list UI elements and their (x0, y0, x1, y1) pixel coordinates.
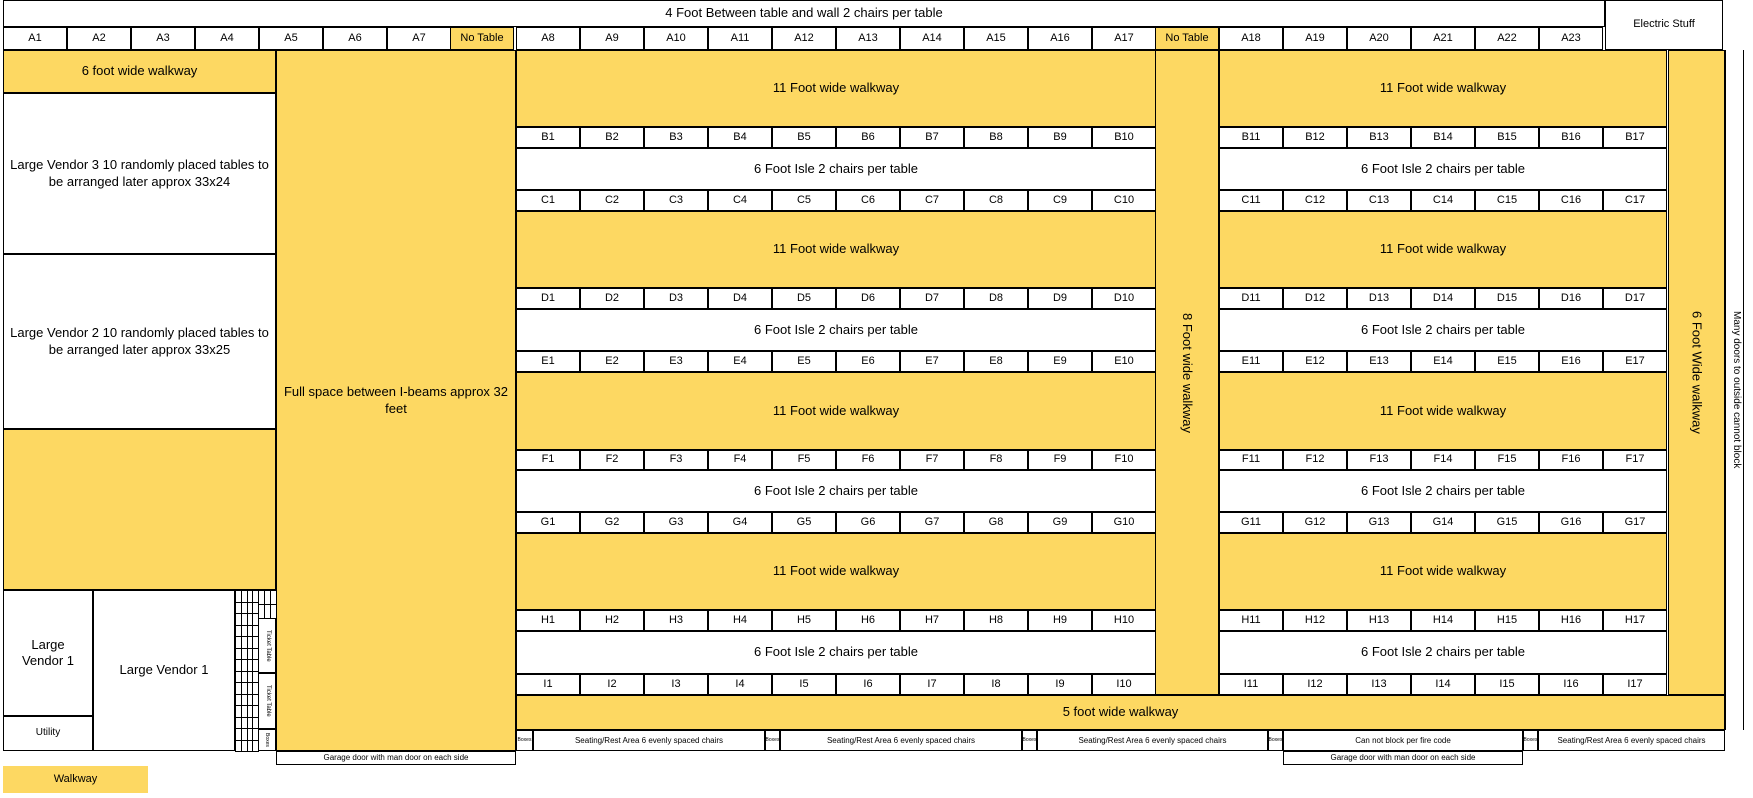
table-cell: A13 (836, 27, 900, 50)
full-space-ibeams: Full space between I-beams approx 32 feet (276, 50, 516, 751)
table-cell: H7 (900, 610, 964, 631)
table-cell: A9 (580, 27, 644, 50)
table-cell: E16 (1539, 351, 1603, 372)
seating-area-1: Seating/Rest Area 6 evenly spaced chairs (533, 730, 765, 751)
table-cell: F13 (1347, 450, 1411, 470)
table-cell: G12 (1283, 512, 1347, 533)
table-cell: D8 (964, 288, 1028, 309)
table-cell: D7 (900, 288, 964, 309)
table-cell: H14 (1411, 610, 1475, 631)
table-cell: A1 (3, 27, 67, 50)
table-cell: F9 (1028, 450, 1092, 470)
table-cell: G8 (964, 512, 1028, 533)
table-cell: A16 (1028, 27, 1092, 50)
table-cell: E9 (1028, 351, 1092, 372)
table-cell: B4 (708, 127, 772, 148)
table-cell: B11 (1219, 127, 1283, 148)
small-box-left: Boxes (258, 729, 276, 751)
table-cell: F2 (580, 450, 644, 470)
table-cell: I13 (1347, 674, 1411, 695)
table-cell: D10 (1092, 288, 1156, 309)
table-cell: G9 (1028, 512, 1092, 533)
table-cell: A23 (1539, 27, 1603, 50)
box-label-2: Boxes (1022, 737, 1037, 744)
table-cell: H15 (1475, 610, 1539, 631)
doors-note: Many doors to outside cannot block (1725, 50, 1745, 730)
table-cell: G13 (1347, 512, 1411, 533)
table-cell: B10 (1092, 127, 1156, 148)
table-cell: B15 (1475, 127, 1539, 148)
table-cell: G15 (1475, 512, 1539, 533)
table-cell: E14 (1411, 351, 1475, 372)
table-cell: A7 (387, 27, 451, 50)
electric-stuff-label: Electric Stuff (1605, 0, 1723, 50)
ticket-table-1: Ticket Table (258, 618, 276, 673)
table-cell: A17 (1092, 27, 1156, 50)
table-cell: A2 (67, 27, 131, 50)
table-cell: F16 (1539, 450, 1603, 470)
table-cell: F4 (708, 450, 772, 470)
table-cell: A21 (1411, 27, 1475, 50)
no-table-2: No Table (1155, 27, 1219, 50)
table-cell: H16 (1539, 610, 1603, 631)
table-cell: D13 (1347, 288, 1411, 309)
table-cell: E5 (772, 351, 836, 372)
table-cell: E3 (644, 351, 708, 372)
table-cell: H12 (1283, 610, 1347, 631)
table-cell: C5 (772, 190, 836, 211)
walkway-11ft: 11 Foot wide walkway (1219, 533, 1667, 610)
walkway-11ft: 11 Foot wide walkway (1219, 211, 1667, 288)
table-cell: D4 (708, 288, 772, 309)
table-cell: F1 (516, 450, 580, 470)
table-cell: E11 (1219, 351, 1283, 372)
table-cell: D6 (836, 288, 900, 309)
box-label-3: Boxes (1268, 737, 1283, 744)
table-cell: C15 (1475, 190, 1539, 211)
table-cell: C16 (1539, 190, 1603, 211)
table-cell: A3 (131, 27, 195, 50)
table-cell: I7 (900, 674, 964, 695)
table-cell: E8 (964, 351, 1028, 372)
header-title: 4 Foot Between table and wall 2 chairs per table (3, 0, 1605, 27)
table-cell: D9 (1028, 288, 1092, 309)
table-cell: C6 (836, 190, 900, 211)
table-cell: D11 (1219, 288, 1283, 309)
isle-6ft: 6 Foot Isle 2 chairs per table (516, 470, 1156, 512)
table-cell: I5 (772, 674, 836, 695)
table-cell: G10 (1092, 512, 1156, 533)
table-cell: I9 (1028, 674, 1092, 695)
table-cell: D17 (1603, 288, 1667, 309)
table-cell: I16 (1539, 674, 1603, 695)
table-cell: D3 (644, 288, 708, 309)
table-cell: B12 (1283, 127, 1347, 148)
table-cell: E1 (516, 351, 580, 372)
table-cell: C10 (1092, 190, 1156, 211)
seating-area-3: Seating/Rest Area 6 evenly spaced chairs (1037, 730, 1268, 751)
table-cell: G1 (516, 512, 580, 533)
no-table-1: No Table (450, 27, 514, 50)
table-cell: G2 (580, 512, 644, 533)
table-cell: C11 (1219, 190, 1283, 211)
walkway-left-block (3, 429, 276, 590)
table-cell: G7 (900, 512, 964, 533)
table-cell: E12 (1283, 351, 1347, 372)
isle-6ft: 6 Foot Isle 2 chairs per table (516, 148, 1156, 190)
walkway-8ft-vertical: 8 Foot wide walkway (1155, 50, 1219, 695)
table-cell: B7 (900, 127, 964, 148)
table-cell: I4 (708, 674, 772, 695)
seating-box-3 (1268, 730, 1283, 751)
table-cell: A14 (900, 27, 964, 50)
table-cell: C3 (644, 190, 708, 211)
table-cell: C4 (708, 190, 772, 211)
isle-6ft: 6 Foot Isle 2 chairs per table (1219, 631, 1667, 674)
table-cell: A11 (708, 27, 772, 50)
table-cell: G5 (772, 512, 836, 533)
table-cell: H6 (836, 610, 900, 631)
table-cell: H9 (1028, 610, 1092, 631)
table-cell: F17 (1603, 450, 1667, 470)
table-cell: B5 (772, 127, 836, 148)
table-cell: B14 (1411, 127, 1475, 148)
table-cell: B2 (580, 127, 644, 148)
table-cell: I12 (1283, 674, 1347, 695)
table-cell: B9 (1028, 127, 1092, 148)
seating-box-4 (1523, 730, 1538, 751)
table-cell: D15 (1475, 288, 1539, 309)
table-cell: I1 (516, 674, 580, 695)
walkway-5ft-bottom: 5 foot wide walkway (516, 695, 1725, 730)
box-label-1: Boxes (765, 737, 780, 744)
large-vendor-1b: Large Vendor 1 (93, 590, 235, 751)
table-cell: F8 (964, 450, 1028, 470)
table-cell: B16 (1539, 127, 1603, 148)
table-cell: C14 (1411, 190, 1475, 211)
table-cell: D14 (1411, 288, 1475, 309)
table-cell: C2 (580, 190, 644, 211)
table-cell: G3 (644, 512, 708, 533)
table-cell: A6 (323, 27, 387, 50)
seating-box-1 (765, 730, 780, 751)
table-cell: E13 (1347, 351, 1411, 372)
table-cell: I14 (1411, 674, 1475, 695)
isle-6ft: 6 Foot Isle 2 chairs per table (1219, 309, 1667, 351)
isle-6ft: 6 Foot Isle 2 chairs per table (516, 309, 1156, 351)
table-cell: I8 (964, 674, 1028, 695)
table-cell: F15 (1475, 450, 1539, 470)
table-cell: H17 (1603, 610, 1667, 631)
table-cell: H1 (516, 610, 580, 631)
table-cell: A15 (964, 27, 1028, 50)
table-cell: F14 (1411, 450, 1475, 470)
table-cell: A4 (195, 27, 259, 50)
table-cell: G4 (708, 512, 772, 533)
table-cell: D12 (1283, 288, 1347, 309)
garage-door-2: Garage door with man door on each side (1283, 751, 1523, 765)
table-cell: I6 (836, 674, 900, 695)
large-vendor-3-area: Large Vendor 3 10 randomly placed tables to be arranged later approx 33x24 (3, 93, 276, 254)
isle-6ft: 6 Foot Isle 2 chairs per table (1219, 148, 1667, 190)
table-cell: E4 (708, 351, 772, 372)
seating-box-2 (1022, 730, 1037, 751)
table-cell: B1 (516, 127, 580, 148)
table-cell: D16 (1539, 288, 1603, 309)
table-cell: F6 (836, 450, 900, 470)
table-cell: B8 (964, 127, 1028, 148)
seating-box-0 (516, 730, 533, 751)
table-cell: H13 (1347, 610, 1411, 631)
table-cell: D5 (772, 288, 836, 309)
table-cell: E7 (900, 351, 964, 372)
table-cell: G11 (1219, 512, 1283, 533)
legend-walkway: Walkway (3, 766, 148, 793)
walkway-11ft: 11 Foot wide walkway (516, 50, 1156, 127)
table-cell: A22 (1475, 27, 1539, 50)
walkway-11ft: 11 Foot wide walkway (516, 533, 1156, 610)
table-cell: E10 (1092, 351, 1156, 372)
fire-code-area: Can not block per fire code (1283, 730, 1523, 751)
table-cell: H3 (644, 610, 708, 631)
table-cell: I3 (644, 674, 708, 695)
walkway-11ft: 11 Foot wide walkway (516, 372, 1156, 450)
utility-area: Utility (3, 716, 93, 751)
table-cell: F3 (644, 450, 708, 470)
walkway-11ft: 11 Foot wide walkway (1219, 372, 1667, 450)
walkway-11ft: 11 Foot wide walkway (516, 211, 1156, 288)
table-cell: F11 (1219, 450, 1283, 470)
isle-6ft: 6 Foot Isle 2 chairs per table (516, 631, 1156, 674)
table-cell: G14 (1411, 512, 1475, 533)
table-cell: I2 (580, 674, 644, 695)
large-vendor-2-area: Large Vendor 2 10 randomly placed tables to be arranged later approx 33x25 (3, 254, 276, 429)
table-cell: C13 (1347, 190, 1411, 211)
table-cell: F12 (1283, 450, 1347, 470)
walkway-11ft: 11 Foot wide walkway (1219, 50, 1667, 127)
table-cell: B6 (836, 127, 900, 148)
table-cell: I11 (1219, 674, 1283, 695)
table-cell: C7 (900, 190, 964, 211)
table-cell: A19 (1283, 27, 1347, 50)
table-cell: D2 (580, 288, 644, 309)
table-cell: A20 (1347, 27, 1411, 50)
table-cell: G6 (836, 512, 900, 533)
table-cell: C1 (516, 190, 580, 211)
table-cell: G17 (1603, 512, 1667, 533)
right-edge-line (1743, 50, 1744, 730)
table-cell: H8 (964, 610, 1028, 631)
ticket-table-2: Ticket Table (258, 673, 276, 729)
table-cell: H2 (580, 610, 644, 631)
table-cell: F7 (900, 450, 964, 470)
walkway-6ft-left: 6 foot wide walkway (3, 50, 276, 93)
garage-door-1: Garage door with man door on each side (276, 751, 516, 765)
table-cell: D1 (516, 288, 580, 309)
table-cell: F10 (1092, 450, 1156, 470)
table-cell: A12 (772, 27, 836, 50)
table-cell: E6 (836, 351, 900, 372)
table-cell: A5 (259, 27, 323, 50)
table-cell: E2 (580, 351, 644, 372)
table-cell: E15 (1475, 351, 1539, 372)
table-cell: G16 (1539, 512, 1603, 533)
isle-6ft: 6 Foot Isle 2 chairs per table (1219, 470, 1667, 512)
table-cell: H11 (1219, 610, 1283, 631)
table-cell: A18 (1219, 27, 1283, 50)
walkway-6ft-vertical-right: 6 Foot Wide walkway (1668, 50, 1725, 695)
table-cell: B13 (1347, 127, 1411, 148)
seating-area-4: Seating/Rest Area 6 evenly spaced chairs (1538, 730, 1725, 751)
table-cell: H5 (772, 610, 836, 631)
table-cell: E17 (1603, 351, 1667, 372)
table-cell: H10 (1092, 610, 1156, 631)
table-cell: C9 (1028, 190, 1092, 211)
table-cell: I15 (1475, 674, 1539, 695)
seating-area-2: Seating/Rest Area 6 evenly spaced chairs (780, 730, 1022, 751)
table-cell: C17 (1603, 190, 1667, 211)
table-cell: A8 (516, 27, 580, 50)
table-cell: I17 (1603, 674, 1667, 695)
large-vendor-1a: Large Vendor 1 (3, 590, 93, 716)
table-cell: C12 (1283, 190, 1347, 211)
table-cell: H4 (708, 610, 772, 631)
table-cell: C8 (964, 190, 1028, 211)
table-cell: B17 (1603, 127, 1667, 148)
box-label-0: Boxes (517, 737, 532, 744)
table-cell: I10 (1092, 674, 1156, 695)
table-cell: A10 (644, 27, 708, 50)
box-label-4: Boxes (1523, 737, 1538, 744)
table-cell: F5 (772, 450, 836, 470)
table-cell: B3 (644, 127, 708, 148)
